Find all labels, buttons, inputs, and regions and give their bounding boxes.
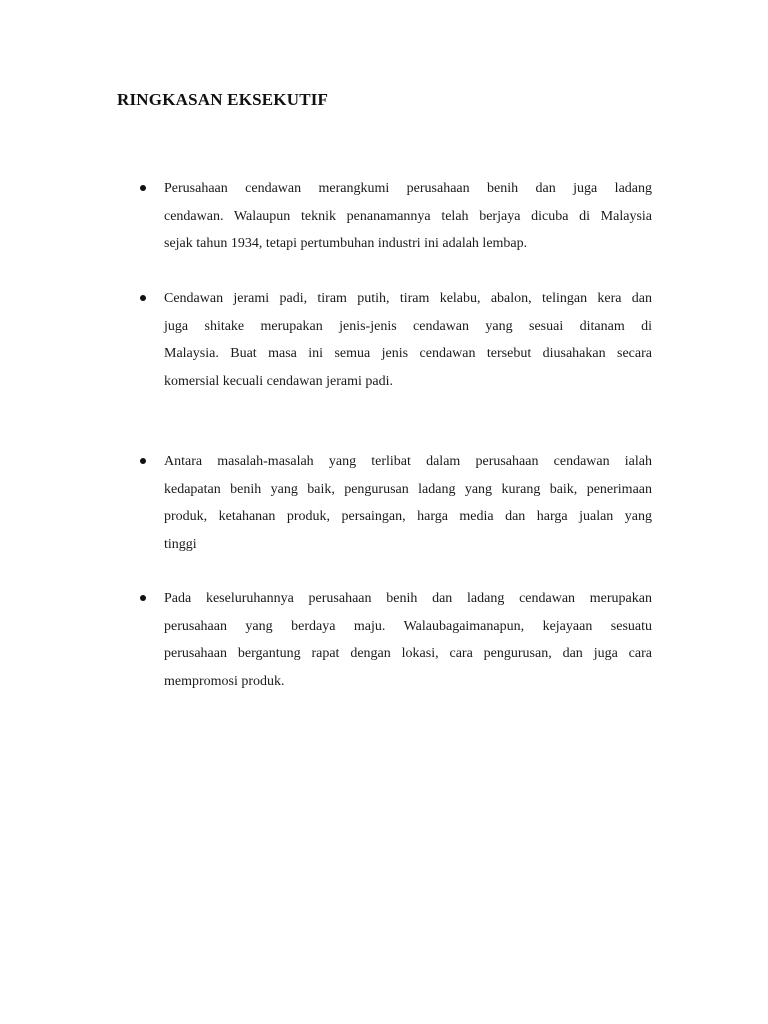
bullet-paragraph xyxy=(164,585,652,695)
bullet-icon xyxy=(140,185,146,191)
bullet-paragraph xyxy=(164,285,652,395)
text-line: cendawan. Walaupun teknik penanamannya telah berjaya dicuba di Malaysia xyxy=(164,208,652,224)
text-line: Antara masalah-masalah yang terlibat dalam perusahaan cendawan ialah xyxy=(164,454,652,469)
text-line: perusahaan yang berdaya maju. Walaubagaimanapun, kejayaan sesuatu xyxy=(164,618,652,634)
text-line: komersial kecuali cendawan jerami padi. xyxy=(164,373,393,389)
text-line: Cendawan jerami padi, tiram putih, tiram kelabu, abalon, telingan kera dan xyxy=(164,291,652,306)
text-line: perusahaan bergantung rapat dengan lokasi, cara pengurusan, dan juga cara xyxy=(164,646,652,661)
page-title: RINGKASAN EKSEKUTIF xyxy=(117,90,329,109)
text-line: sejak tahun 1934, tetapi pertumbuhan industri ini adalah lembap. xyxy=(164,236,528,251)
bullet-paragraph xyxy=(164,175,652,258)
text-line: juga shitake merupakan jenis-jenis cendawan yang sesuai ditanam di xyxy=(164,318,652,334)
bullet-icon xyxy=(140,595,146,601)
text-line: Malaysia. Buat masa ini semua jenis cendawan tersebut diusahakan secara xyxy=(164,346,652,361)
text-line: tinggi xyxy=(164,536,197,552)
text-line: produk, ketahanan produk, persaingan, harga media dan harga jualan yang xyxy=(164,509,652,524)
bullet-icon xyxy=(140,458,146,464)
text-line: kedapatan benih yang baik, pengurusan ladang yang kurang baik, penerimaan xyxy=(164,481,652,497)
text-line: Pada keseluruhannya perusahaan benih dan ladang cendawan merupakan xyxy=(164,591,652,606)
bullet-icon xyxy=(140,295,146,301)
bullet-paragraph xyxy=(164,448,652,558)
text-line: mempromosi produk. xyxy=(164,673,285,689)
text-line: Perusahaan cendawan merangkumi perusahaan benih dan juga ladang xyxy=(164,181,652,196)
